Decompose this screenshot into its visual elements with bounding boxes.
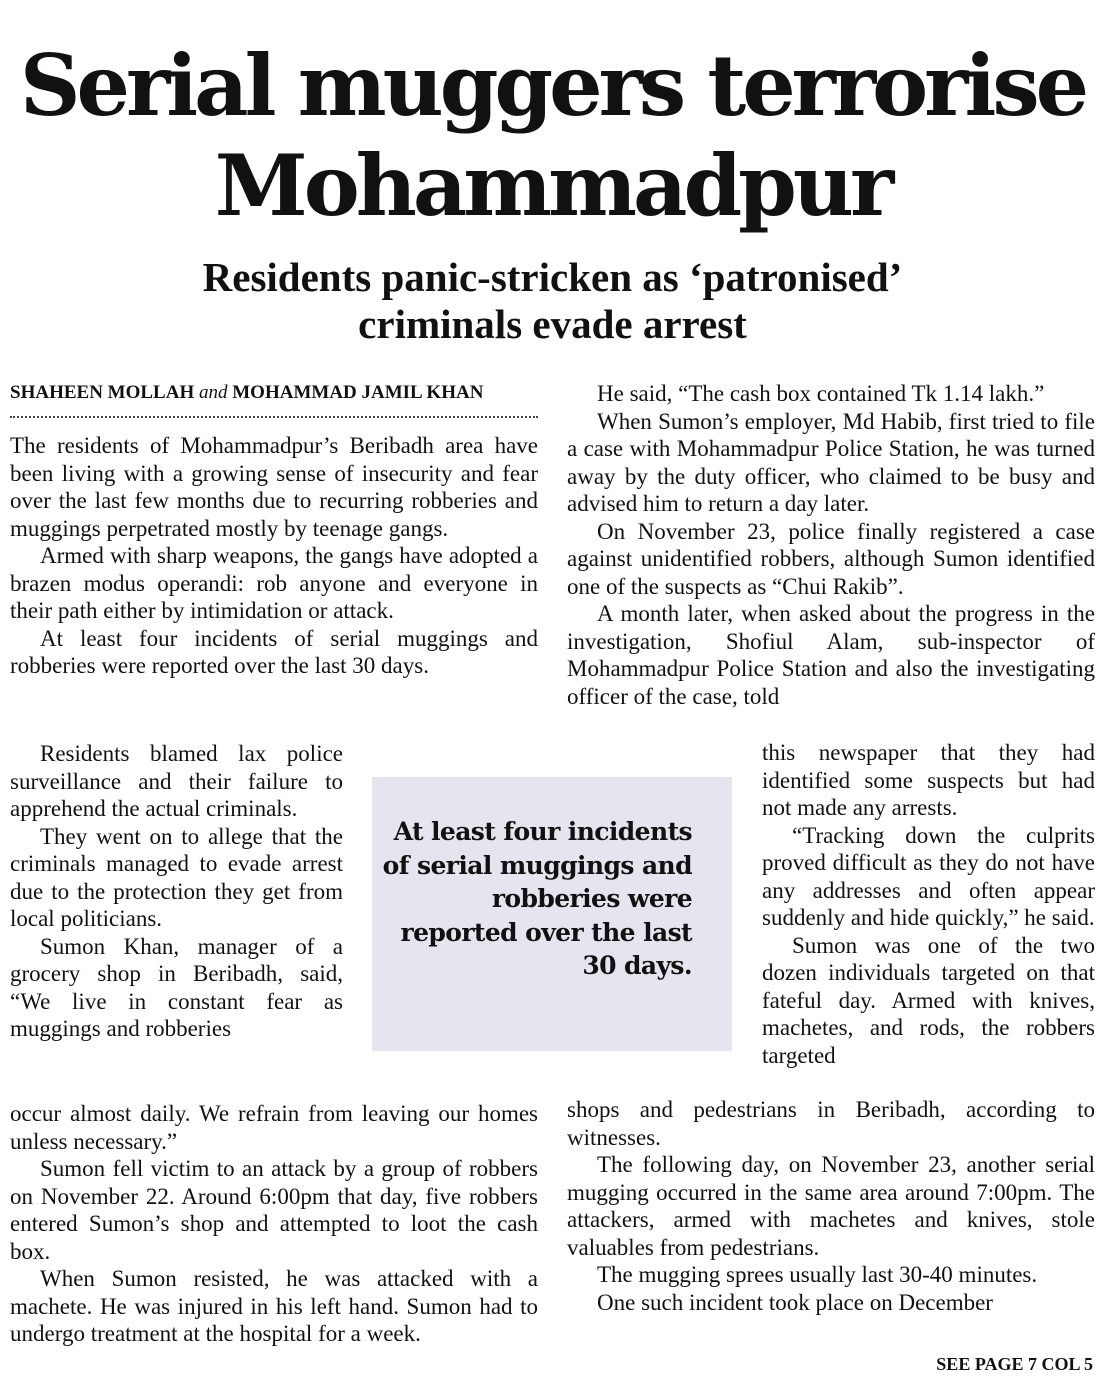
paragraph: He said, “The cash box contained Tk 1.14 lakh.” <box>597 381 1045 406</box>
left-column-narrow <box>10 740 343 1043</box>
paragraph: On November 23, police finally registered a case against unidentified robbers, although Sumon identified one of the suspects as “Chui Rakib”. <box>567 518 1095 599</box>
paragraph: Sumon Khan, manager of a grocery shop in Beribadh, said, “We live in constant fear as muggings and robberies <box>10 933 343 1041</box>
continuation-jump-line[interactable]: SEE PAGE 7 COL 5 <box>936 1354 1093 1374</box>
left-column-top <box>10 432 538 680</box>
paragraph: Sumon was one of the two dozen individuals targeted on that fateful day. Armed with knives, machetes, and rods, the robbers targeted <box>762 932 1095 1068</box>
paragraph: Residents blamed lax police surveillance and their failure to apprehend the actual criminals. <box>10 741 343 821</box>
paragraph: They went on to allege that the criminals managed to evade arrest due to the protection they get from local politicians. <box>10 823 343 931</box>
paragraph: “Tracking down the culprits proved difficult as they do not have any addresses and often appear suddenly and hide quickly,” he said. <box>762 822 1095 930</box>
right-column-top <box>567 380 1095 710</box>
paragraph: this newspaper that they had identified some suspects but had not made any arrests. <box>762 740 1095 820</box>
byline-divider <box>10 416 538 418</box>
right-column-bottom <box>567 1096 1095 1316</box>
paragraph: At least four incidents of serial muggings and robberies were reported over the last 30 days. <box>10 625 538 678</box>
pull-quote: At least four incidents of serial muggings and robberies were reported over the last 30 days. <box>382 817 692 980</box>
headline-line-2: Mohammadpur <box>214 136 891 235</box>
byline-author-2: MOHAMMAD JAMIL KHAN <box>232 382 484 403</box>
left-column-bottom <box>10 1100 538 1348</box>
byline-author-1: SHAHEEN MOLLAH <box>10 382 195 403</box>
paragraph: The mugging sprees usually last 30-40 minutes. <box>597 1262 1038 1287</box>
paragraph: Sumon fell victim to an attack by a group of robbers on November 22. Around 6:00pm that day, five robbers entered Sumon’s shop and attempted to loot the cash box. <box>10 1156 538 1264</box>
subheadline-line-2: criminals evade arrest <box>358 301 747 347</box>
paragraph: Armed with sharp weapons, the gangs have adopted a brazen modus operandi: rob anyone and everyone in their path either by intimidation or attack. <box>10 543 538 623</box>
paragraph: A month later, when asked about the progress in the investigation, Shofiul Alam, sub-inspector of Mohammadpur Police Station and also the investigating officer of the case, told <box>567 601 1095 709</box>
paragraph: When Sumon resisted, he was attacked with a machete. He was injured in his left hand. Sumon had to undergo treatment at the hospital for a week. <box>10 1266 538 1346</box>
paragraph: The residents of Mohammadpur’s Beribadh area have been living with a growing sense of insecurity and fear over the last few months due to recurring robberies and muggings perpetrated mostly by teenage gangs. <box>10 433 538 541</box>
subheadline-line-1: Residents panic-stricken as ‘patronised’ <box>202 254 903 300</box>
paragraph: One such incident took place on December <box>597 1289 993 1315</box>
paragraph: shops and pedestrians in Beribadh, according to witnesses. <box>567 1097 1095 1150</box>
byline-and: and <box>198 382 228 403</box>
headline <box>0 36 1105 236</box>
headline-line-1: Serial muggers terrorise <box>19 36 1086 135</box>
paragraph: When Sumon’s employer, Md Habib, first tried to file a case with Mohammadpur Police Station, he was turned away by the duty officer, who claimed to be busy and advised him to return a day later. <box>567 408 1095 516</box>
paragraph: The following day, on November 23, another serial mugging occurred in the same area around 7:00pm. The attackers, armed with machetes and knives, stole valuables from pedestrians. <box>567 1152 1095 1260</box>
byline <box>10 380 538 406</box>
right-column-narrow <box>762 739 1095 1069</box>
subheadline <box>0 254 1105 348</box>
paragraph: occur almost daily. We refrain from leaving our homes unless necessary.” <box>10 1101 538 1154</box>
